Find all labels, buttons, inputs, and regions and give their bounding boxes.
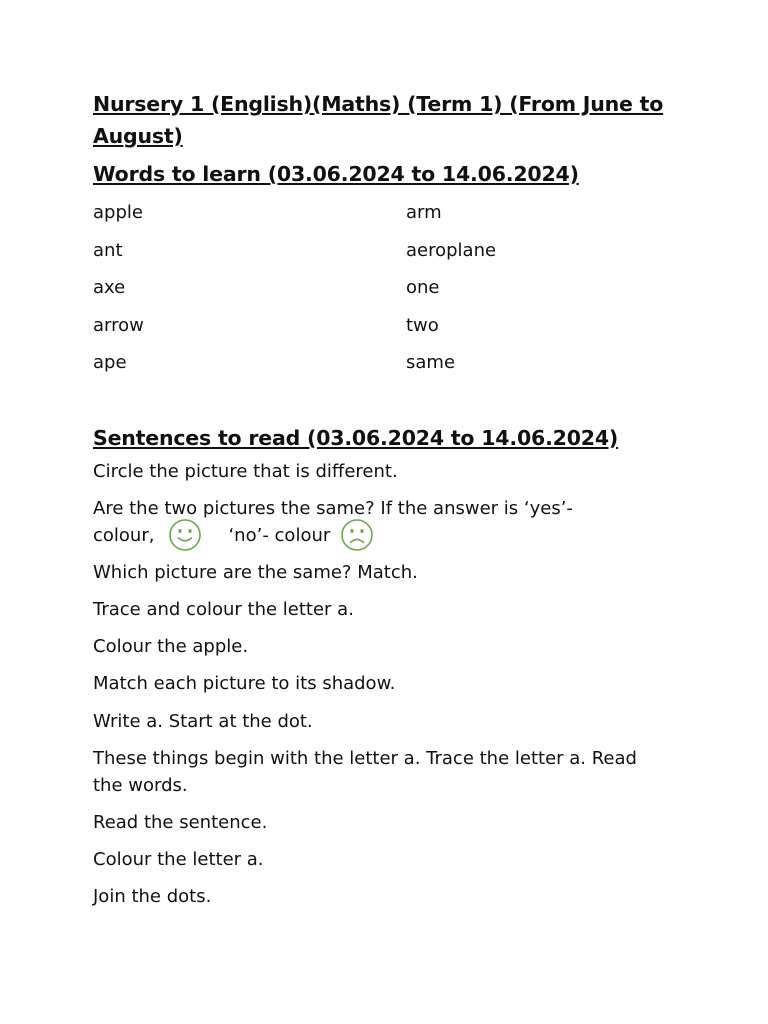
word-item: two bbox=[406, 314, 439, 336]
sentence-item: Join the dots. bbox=[93, 886, 212, 908]
word-item: aeroplane bbox=[406, 239, 497, 261]
sentence-item-same-question bbox=[93, 495, 693, 549]
page-title: Nursery 1 (English)(Maths) (Term 1) (From June to August) bbox=[93, 92, 664, 148]
sentence-item: Match each picture to its shadow. bbox=[93, 673, 396, 695]
worksheet-page bbox=[93, 88, 693, 921]
sentence-item: Colour the apple. bbox=[93, 636, 249, 658]
sentence-item: Circle the picture that is different. bbox=[93, 460, 398, 482]
word-item: ant bbox=[93, 239, 123, 261]
word-item: arm bbox=[406, 202, 442, 223]
word-list bbox=[93, 194, 693, 382]
word-item: one bbox=[406, 277, 440, 298]
sentence-item: These things begin with the letter a. Trace the letter a. Read the words. bbox=[93, 747, 637, 796]
sentences-heading: Sentences to read (03.06.2024 to 14.06.2024) bbox=[93, 425, 619, 450]
sentence-text: colour, bbox=[93, 524, 155, 546]
word-item: arrow bbox=[93, 314, 144, 336]
sentence-item: Trace and colour the letter a. bbox=[93, 599, 354, 621]
words-heading: Words to learn (03.06.2024 to 14.06.2024) bbox=[93, 162, 579, 186]
smiley-sad-icon bbox=[340, 518, 374, 552]
smiley-line bbox=[93, 522, 374, 549]
sentence-list bbox=[93, 458, 693, 911]
section-spacer bbox=[93, 382, 693, 422]
smiley-happy-icon bbox=[168, 518, 202, 552]
word-item: axe bbox=[93, 277, 126, 298]
word-item: ape bbox=[93, 352, 127, 373]
sentence-item: Colour the letter a. bbox=[93, 849, 264, 871]
word-item: apple bbox=[93, 202, 143, 223]
sentence-text: Are the two pictures the same? If the answer is ‘yes’- bbox=[93, 497, 573, 519]
sentence-item: Read the sentence. bbox=[93, 812, 268, 833]
word-item: same bbox=[406, 352, 456, 373]
sentence-item: Which picture are the same? Match. bbox=[93, 561, 418, 583]
sentence-text: ‘no’- colour bbox=[228, 524, 331, 546]
sentence-item: Write a. Start at the dot. bbox=[93, 710, 313, 732]
